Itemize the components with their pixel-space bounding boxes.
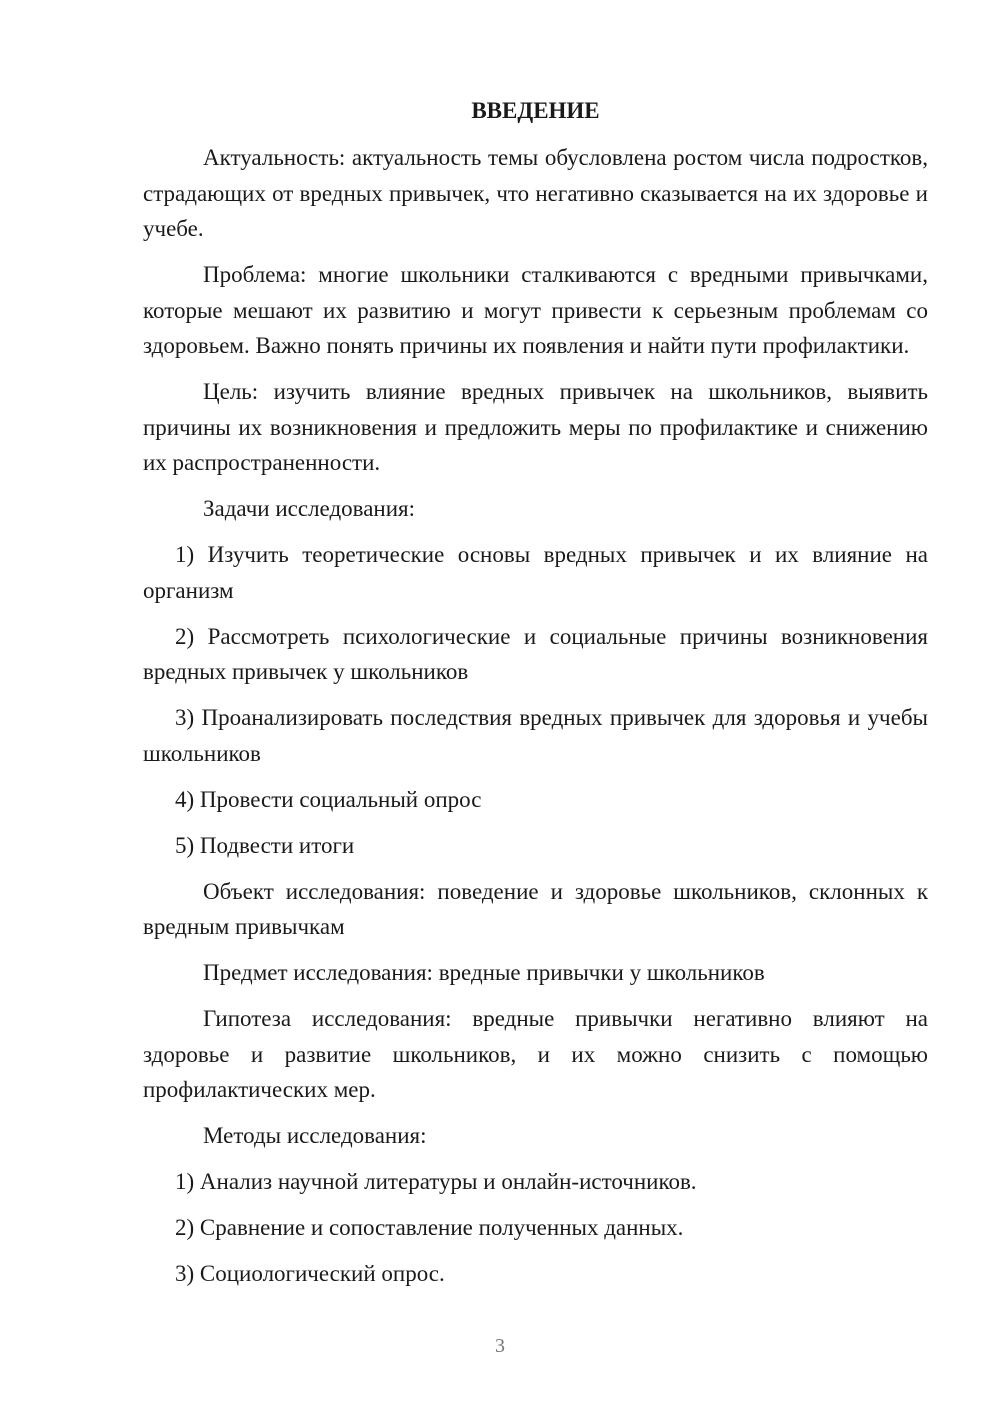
method-item-2: 2) Сравнение и сопоставление полученных данных. — [175, 1215, 684, 1240]
task-item-2: 2) Рассмотреть психологические и социальные причины возникновения вредных привычек у школьников — [143, 623, 928, 684]
section-heading: ВВЕДЕНИЕ — [471, 98, 600, 123]
task-item-1: 1) Изучить теоретические основы вредных привычек и их влияние на организм — [143, 542, 928, 603]
page-number: 3 — [495, 1335, 505, 1357]
method-item-1: 1) Анализ научной литературы и онлайн-источников. — [175, 1169, 697, 1194]
hypothesis-paragraph: Гипотеза исследования: вредные привычки негативно влияют на здоровье и развитие школьников, и их можно снизить с помощью профилактических мер. — [143, 1006, 928, 1102]
task-item-5: 5) Подвести итоги — [175, 832, 355, 858]
task-item-3: 3) Проанализировать последствия вредных привычек для здоровья и учебы школьников — [143, 705, 928, 766]
subject-paragraph: Предмет исследования: вредные привычки у школьников — [203, 960, 765, 985]
document-body — [143, 94, 928, 1302]
object-paragraph: Объект исследования: поведение и здоровье школьников, склонных к вредным привычкам — [143, 878, 928, 939]
problem-paragraph: Проблема: многие школьники сталкиваются с вредными привычками, которые мешают их развитию и могут привести к серьезным проблемам со здоровьем. Важно понять причины их появления и найти пути профилактики. — [143, 262, 928, 358]
tasks-heading: Задачи исследования: — [203, 496, 416, 521]
task-item-4: 4) Провести социальный опрос — [175, 786, 482, 812]
goal-paragraph: Цель: изучить влияние вредных привычек на школьников, выявить причины их возникновения и предложить меры по профилактике и снижению их распространенности. — [143, 379, 928, 475]
relevance-paragraph: Актуальность: актуальность темы обусловлена ростом числа подростков, страдающих от вредных привычек, что негативно сказывается на их здоровье и учебе. — [143, 145, 928, 241]
method-item-3: 3) Социологический опрос. — [175, 1261, 445, 1286]
methods-heading: Методы исследования: — [203, 1123, 427, 1148]
